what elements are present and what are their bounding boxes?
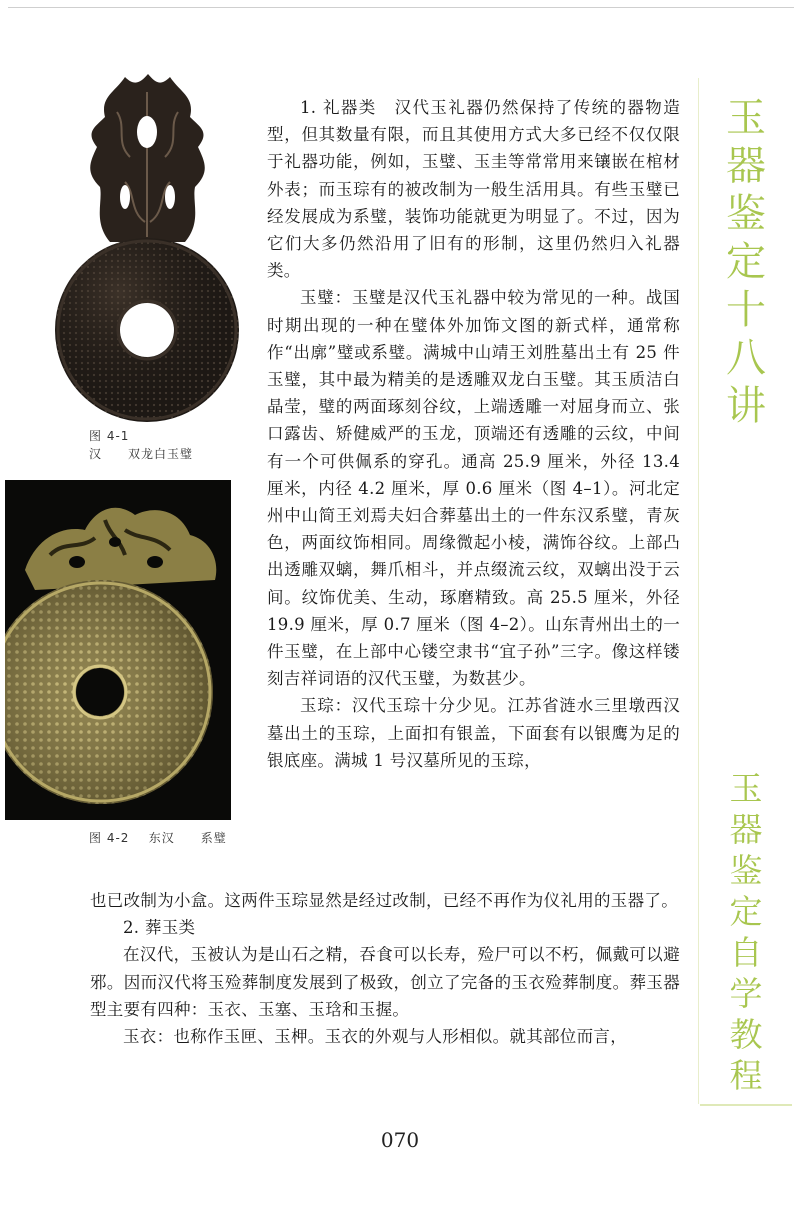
sidebar-strip [700, 78, 792, 1105]
figure-4-2-caption-line [89, 829, 227, 846]
sidebar-title-char: 八 [726, 335, 766, 381]
figure-4-1-label: 图 4-1 [89, 429, 130, 443]
paragraph-zangyu: 在汉代，玉被认为是山石之精，吞食可以长寿，殓尸可以不朽，佩戴可以避邪。因而汉代将玉殓葬制度发展到了极致，创立了完备的玉衣殓葬制度。葬玉器型主要有四种：玉衣、玉塞、玉琀和玉握。 [90, 945, 680, 1019]
sidebar-title-char: 讲 [726, 383, 766, 429]
sidebar-subtitle-char: 玉 [729, 769, 763, 808]
sidebar-subtitle-char: 程 [729, 1056, 763, 1095]
sidebar-subtitle-char: 自 [729, 933, 763, 972]
body-text-lower [90, 887, 680, 1050]
section-heading-zangyu: 2. 葬玉类 [123, 918, 196, 938]
body-text-upper [267, 94, 680, 774]
paragraph-yucong-cont: 也已改制为小盒。这两件玉琮显然是经过改制，已经不再作为仪礼用的玉器了。 [90, 891, 678, 910]
sidebar-edge [698, 78, 699, 1104]
sidebar-subtitle-char: 定 [729, 892, 763, 931]
paragraph-yubi: 玉璧：玉璧是汉代玉礼器中较为常见的一种。战国时期出现的一种在璧体外加饰文图的新式样，通常称作“出廓”璧或系璧。满城中山靖王刘胜墓出土有 25 件玉璧，其中最为精美的是透雕双龙白玉璧。其玉质洁白晶莹，璧的两面琢刻谷纹，上端透雕一对屈身而立、张口露齿、矫健威严的玉龙，顶端还有透雕的云纹，中间有一个可供佩系的穿孔。通高 25.9 厘米，外径 13.4 厘米，内径 4.2 厘米，厚 0.6 厘米（图 4–1）。河北定州中山简王刘焉夫妇合葬墓出土的一件东汉系璧，青灰色，两面纹饰相同。周缘微起小棱，满饰谷纹。上部凸出透雕双螭，舞爪相斗，并点缀流云纹，双螭出没于云间。纹饰优美、生动，琢磨精致。高 25.5 厘米，外径 19.9 厘米，厚 0.7 厘米（图 4–2）。山东青州出土的一件玉璧，在上部中心镂空隶书“宜子孙”三字。像这样镂刻吉祥词语的汉代玉璧，为数甚少。 [267, 288, 680, 689]
sidebar-title-char: 鉴 [726, 191, 766, 237]
sidebar-title-char: 器 [726, 143, 766, 189]
sidebar-subtitle-char: 教 [729, 1015, 763, 1054]
sidebar-book-title [700, 94, 792, 430]
sidebar-title-char: 十 [726, 287, 766, 333]
sidebar-subtitle-char: 学 [729, 974, 763, 1013]
figure-4-1-jade-bi [55, 72, 240, 424]
figure-4-2-jade-bi [5, 480, 231, 820]
paragraph-yucong: 玉琮：汉代玉琮十分少见。江苏省涟水三里墩西汉墓出土的玉琮，上面扣有银盖，下面套有以银鹰为足的银底座。满城 1 号汉墓所见的玉琮， [267, 696, 680, 770]
top-rule [8, 7, 794, 8]
sidebar-title-char: 定 [726, 239, 766, 285]
paragraph-liqi: 1. 礼器类 汉代玉礼器仍然保持了传统的器物造型，但其数量有限，而且其使用方式大多已经不仅仅限于礼器功能，例如，玉璧、玉圭等常常用来镶嵌在棺材外表；而玉琮有的被改制为一般生活用具。有些玉璧已经发展成为系璧，装饰功能就更为明显了。不过，因为它们大多仍然沿用了旧有的形制，这里仍然归入礼器类。 [267, 98, 680, 281]
sidebar-title-char: 玉 [726, 95, 766, 141]
page-number: 070 [380, 1128, 420, 1152]
figure-4-1-caption: 汉 双龙白玉璧 [89, 447, 194, 461]
sidebar-subtitle-char: 鉴 [729, 851, 763, 890]
paragraph-yuyi: 玉衣：也称作玉匣、玉柙。玉衣的外观与人形相似。就其部位而言， [123, 1027, 627, 1047]
sidebar-bottom-rule [700, 1104, 792, 1106]
sidebar-subtitle-char: 器 [729, 810, 763, 849]
sidebar-series-title [700, 768, 792, 1096]
figure-4-2-caption: 东汉 系璧 [148, 831, 227, 845]
figure-4-2-label: 图 4-2 [89, 831, 130, 845]
